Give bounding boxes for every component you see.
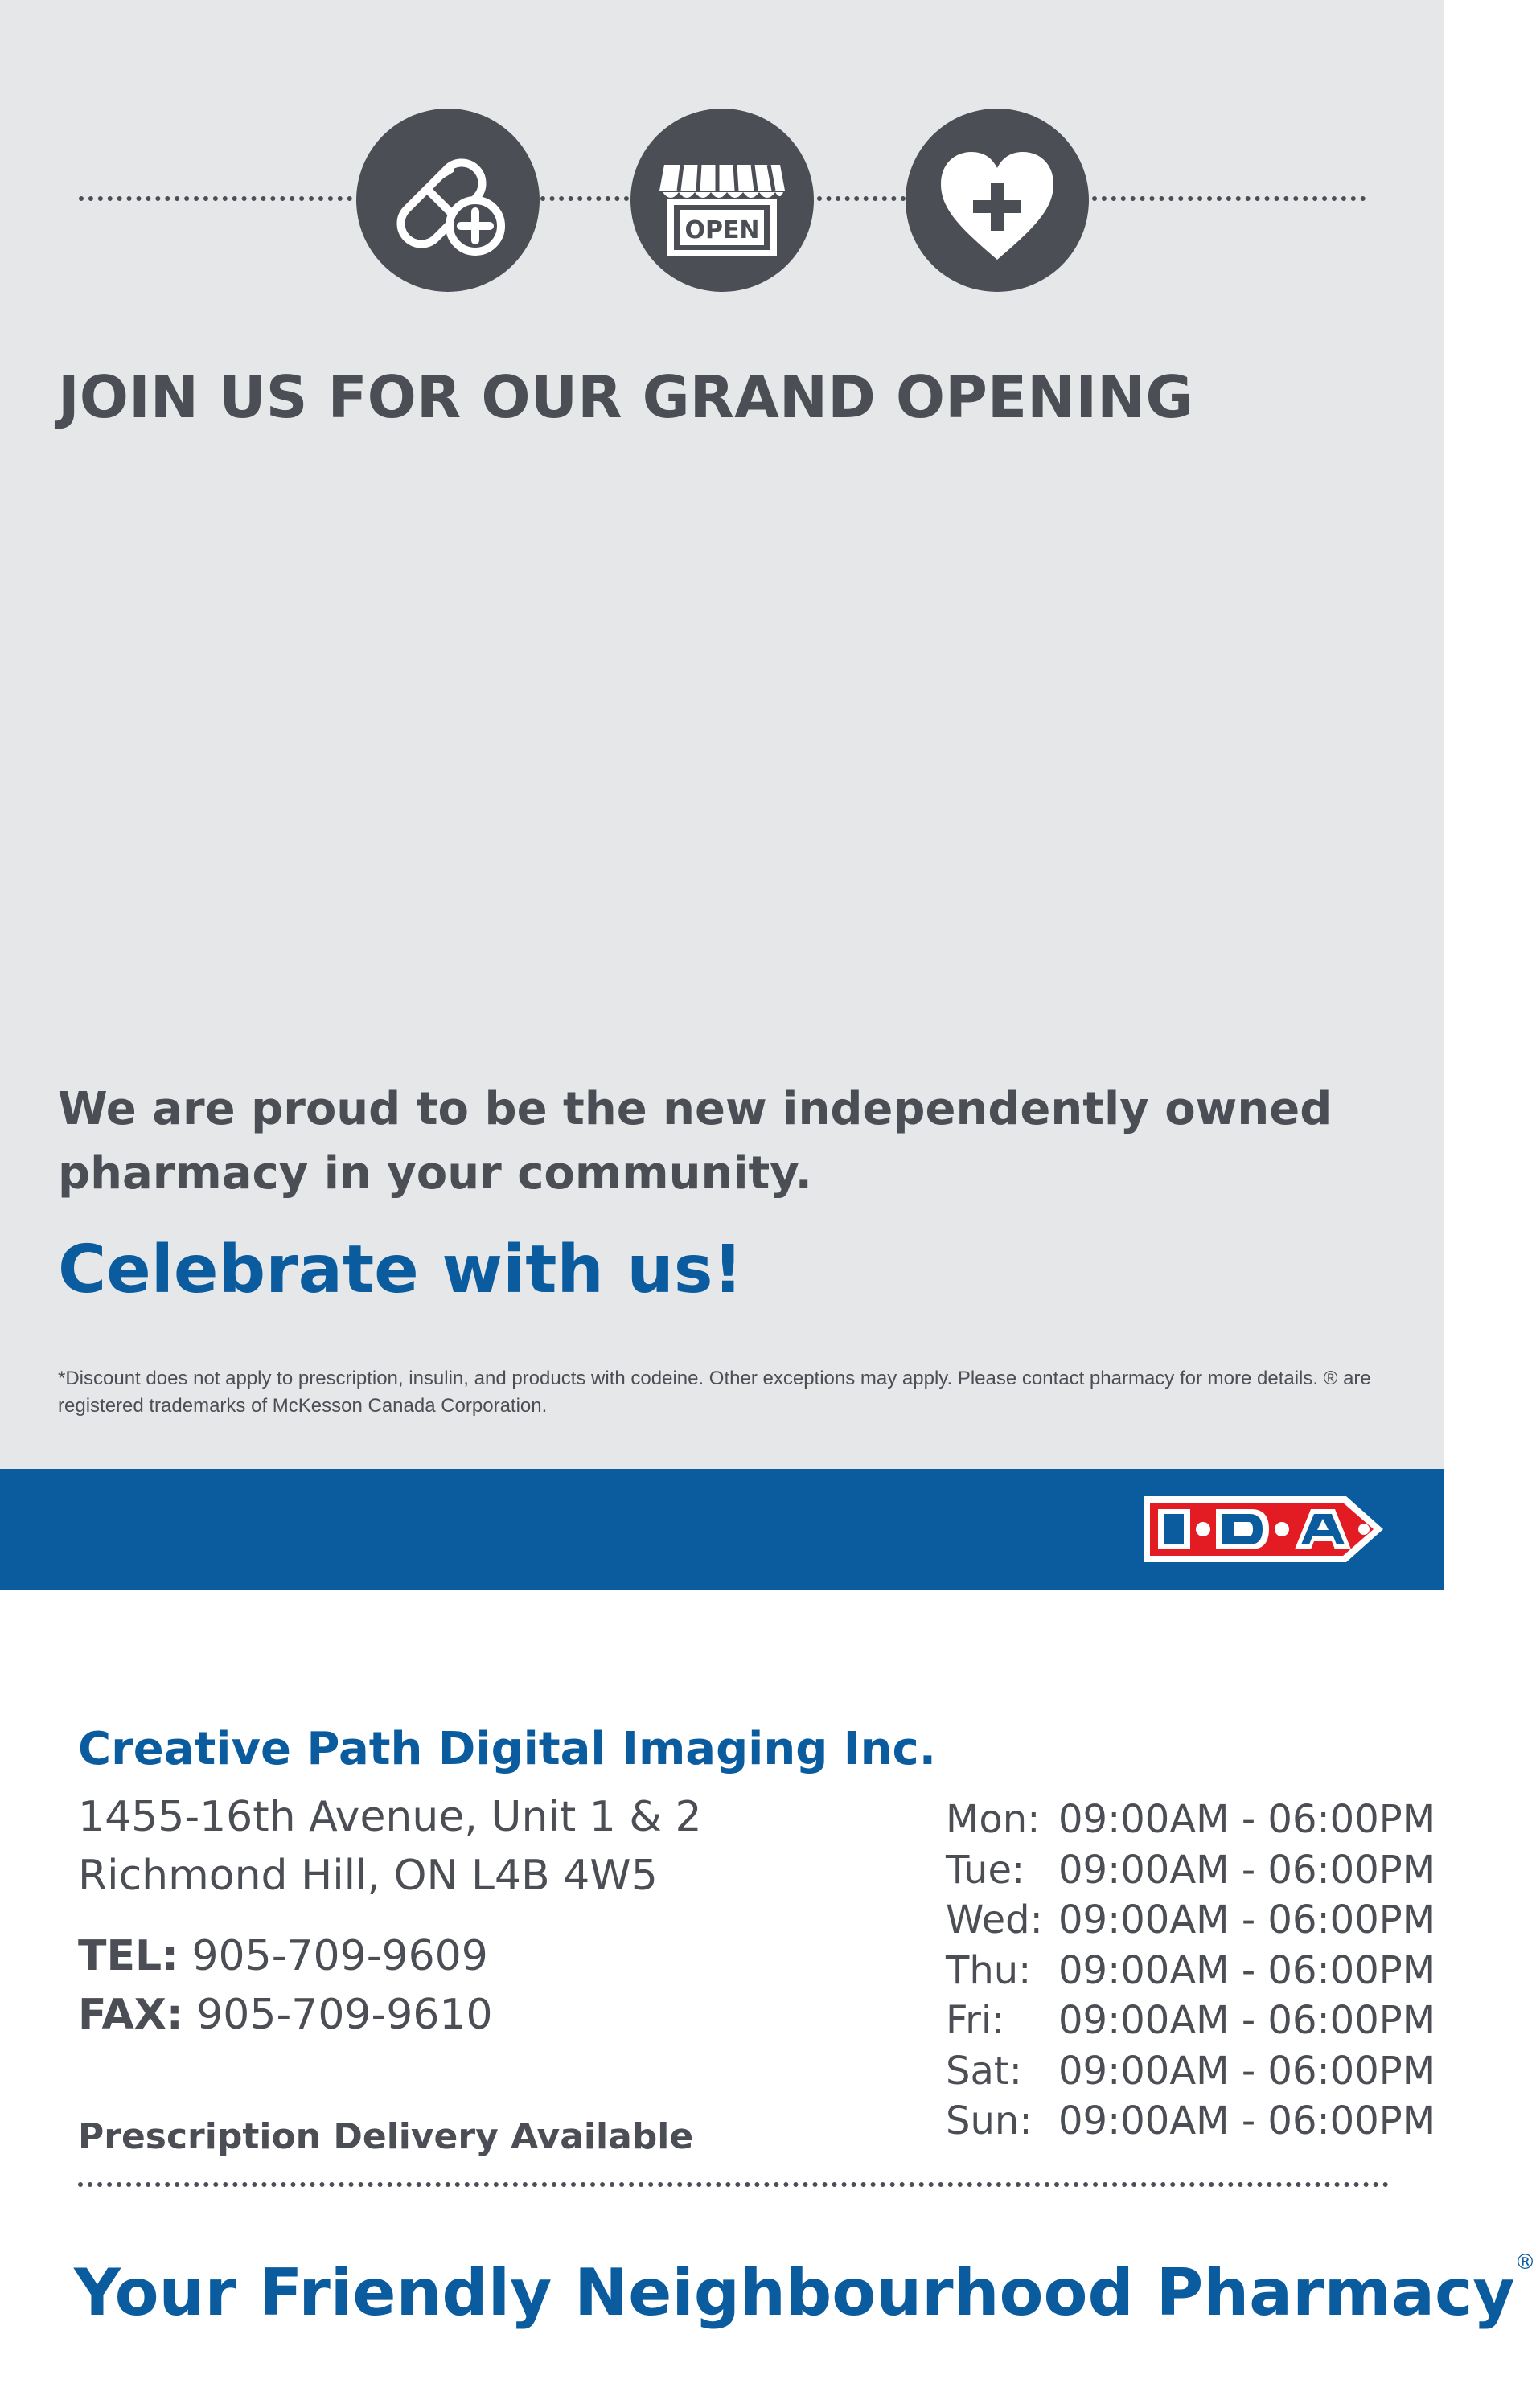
hours-time: 09:00AM - 06:00PM <box>1058 1797 1436 1842</box>
hours-row-sun <box>946 2096 1435 2147</box>
hours-time: 09:00AM - 06:00PM <box>1058 2048 1436 2094</box>
dotted-divider-bottom <box>78 2182 1389 2187</box>
tel-number: 905-709-9609 <box>191 1932 488 1980</box>
fax-number: 905-709-9610 <box>196 1991 493 2039</box>
tel-row <box>78 1932 488 1980</box>
hours-row-mon <box>946 1795 1435 1845</box>
intro-line-1: We are proud to be the new independently owned <box>58 1083 1333 1135</box>
fax-label: FAX: <box>78 1991 183 2039</box>
ida-logo-text: I·D·A <box>1262 1573 1265 1574</box>
hours-day: Sun: <box>946 2098 1033 2143</box>
tagline <box>74 2250 1536 2330</box>
heart-plus-icon <box>906 109 1089 292</box>
registered-mark: ® <box>1514 2250 1536 2275</box>
hours-row-fri <box>946 1996 1435 2046</box>
hours-day: Sat: <box>946 2048 1022 2094</box>
open-sign-text: OPEN <box>684 216 760 244</box>
delivery-note: Prescription Delivery Available <box>78 2116 694 2157</box>
hours-day: Tue: <box>946 1847 1025 1893</box>
address-line-2: Richmond Hill, ON L4B 4W5 <box>78 1852 658 1900</box>
intro-text <box>58 1077 1345 1206</box>
hours-row-sat <box>946 2046 1435 2097</box>
hours-row-wed <box>946 1895 1435 1946</box>
hours-time: 09:00AM - 06:00PM <box>1058 1897 1436 1942</box>
hours-day: Wed: <box>946 1897 1043 1942</box>
hours-day: Fri: <box>946 1998 1005 2043</box>
dotted-divider-mid2 <box>817 196 906 201</box>
tel-label: TEL: <box>78 1932 179 1980</box>
page-title: JOIN US FOR OUR GRAND OPENING <box>58 363 1193 431</box>
dotted-divider-left <box>79 196 352 201</box>
disclaimer-text: *Discount does not apply to prescription, insulin, and products with codeine. Other exceptions may apply. Please contact pharmacy for more details. ® are registered trademarks of McKesson Canada Corporation. <box>58 1368 1371 1417</box>
hours-day: Mon: <box>946 1797 1041 1842</box>
intro-line-2: pharmacy in your community. <box>58 1147 812 1200</box>
ida-logo <box>1139 1482 1388 1577</box>
open-store-icon <box>630 109 814 292</box>
hours-time: 09:00AM - 06:00PM <box>1058 1998 1436 2043</box>
hours-day: Thu: <box>946 1947 1032 1993</box>
dotted-divider-right <box>1092 196 1366 201</box>
hours-time: 09:00AM - 06:00PM <box>1058 2098 1436 2143</box>
hours-time: 09:00AM - 06:00PM <box>1058 1947 1436 1993</box>
address-line-1: 1455-16th Avenue, Unit 1 & 2 <box>78 1793 702 1841</box>
hours-table <box>946 1795 1435 2147</box>
pill-plus-icon <box>356 109 540 292</box>
store-name: Creative Path Digital Imaging Inc. <box>78 1723 936 1775</box>
celebrate-heading: Celebrate with us! <box>58 1232 743 1308</box>
hours-row-tue <box>946 1845 1435 1896</box>
fax-row <box>78 1991 493 2039</box>
hours-time: 09:00AM - 06:00PM <box>1058 1847 1436 1893</box>
tagline-text: Your Friendly Neighbourhood Pharmacy <box>74 2255 1515 2330</box>
hours-row-thu <box>946 1946 1435 1996</box>
dotted-divider-mid1 <box>540 196 629 201</box>
